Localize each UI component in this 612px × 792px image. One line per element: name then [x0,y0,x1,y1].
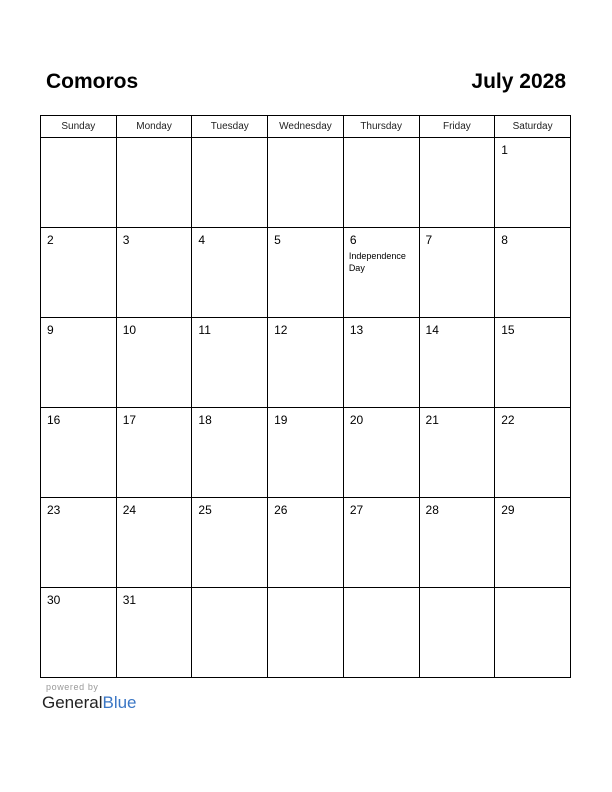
day-cell [41,228,117,318]
week-row [41,138,571,228]
day-cell [343,138,419,228]
day-cell [495,588,571,678]
day-number: 8 [501,233,508,247]
calendar-body [41,138,571,678]
day-number: 9 [47,323,54,337]
weekday-header-saturday: Saturday [495,116,571,138]
day-number: 24 [122,503,137,517]
day-number: 4 [198,233,206,247]
day-number: 10 [122,323,137,337]
day-number: 31 [122,593,137,607]
day-cell [41,318,117,408]
day-cell [419,498,495,588]
calendar-grid [40,115,571,678]
day-number: 26 [274,503,288,517]
day-number: 2 [47,233,54,247]
day-number: 16 [47,413,61,427]
weekday-header-tuesday: Tuesday [192,116,268,138]
day-cell [116,228,192,318]
day-cell [495,228,571,318]
day-cell [419,138,495,228]
day-number: 11 [198,323,211,337]
week-row [41,318,571,408]
day-cell [495,498,571,588]
weekday-header-friday: Friday [419,116,495,138]
powered-by-label: powered by [46,682,99,692]
day-cell [192,408,268,498]
day-cell [268,138,344,228]
day-cell [343,498,419,588]
week-row [41,588,571,678]
day-cell [495,408,571,498]
day-number: 12 [274,323,288,337]
day-number: 14 [425,323,439,337]
day-number: 28 [425,503,439,517]
weekday-header-monday: Monday [116,116,192,138]
day-cell [192,588,268,678]
day-cell [268,408,344,498]
weekday-header-sunday: Sunday [41,116,117,138]
day-cell [268,588,344,678]
day-cell [192,318,268,408]
brand-general-text: General [42,693,103,712]
day-cell [343,318,419,408]
day-cell [41,408,117,498]
day-number: 7 [425,233,433,247]
day-cell [41,498,117,588]
week-row [41,498,571,588]
weekday-header-wednesday: Wednesday [268,116,344,138]
weekday-header-thursday: Thursday [343,116,419,138]
day-number: 1 [501,143,508,157]
day-number: 23 [47,503,61,517]
day-cell [419,408,495,498]
day-cell [41,138,117,228]
day-cell [419,588,495,678]
day-cell [116,138,192,228]
day-number: 15 [501,323,515,337]
day-number: 25 [198,503,212,517]
day-cell [116,318,192,408]
day-number: 13 [349,323,364,337]
weekday-header-row [41,116,571,138]
day-number: 6 [349,233,357,247]
day-cell [268,228,344,318]
day-cell [268,318,344,408]
day-cell [343,228,419,318]
country-title: Comoros [46,70,139,93]
day-number: 17 [122,413,137,427]
day-cell [192,498,268,588]
day-cell [419,318,495,408]
day-number: 21 [425,413,439,427]
day-number: 19 [274,413,288,427]
day-number: 27 [349,503,364,517]
day-number: 29 [501,503,515,517]
generalblue-logo[interactable] [42,693,137,713]
day-cell [116,588,192,678]
day-cell [495,138,571,228]
holiday-label: Independence Day [348,251,406,273]
brand-blue-text: Blue [102,693,137,712]
day-number: 5 [274,233,281,247]
day-cell [116,408,192,498]
month-year-title: July 2028 [471,70,566,93]
week-row [41,228,571,318]
day-number: 20 [349,413,364,427]
day-number: 3 [122,233,130,247]
day-cell [192,138,268,228]
day-number: 18 [198,413,212,427]
day-cell [495,318,571,408]
day-number: 30 [47,593,61,607]
day-cell [268,498,344,588]
day-cell [343,408,419,498]
day-cell [192,228,268,318]
day-cell [116,498,192,588]
day-number: 22 [501,413,515,427]
day-cell [41,588,117,678]
week-row [41,408,571,498]
day-cell [343,588,419,678]
day-cell [419,228,495,318]
